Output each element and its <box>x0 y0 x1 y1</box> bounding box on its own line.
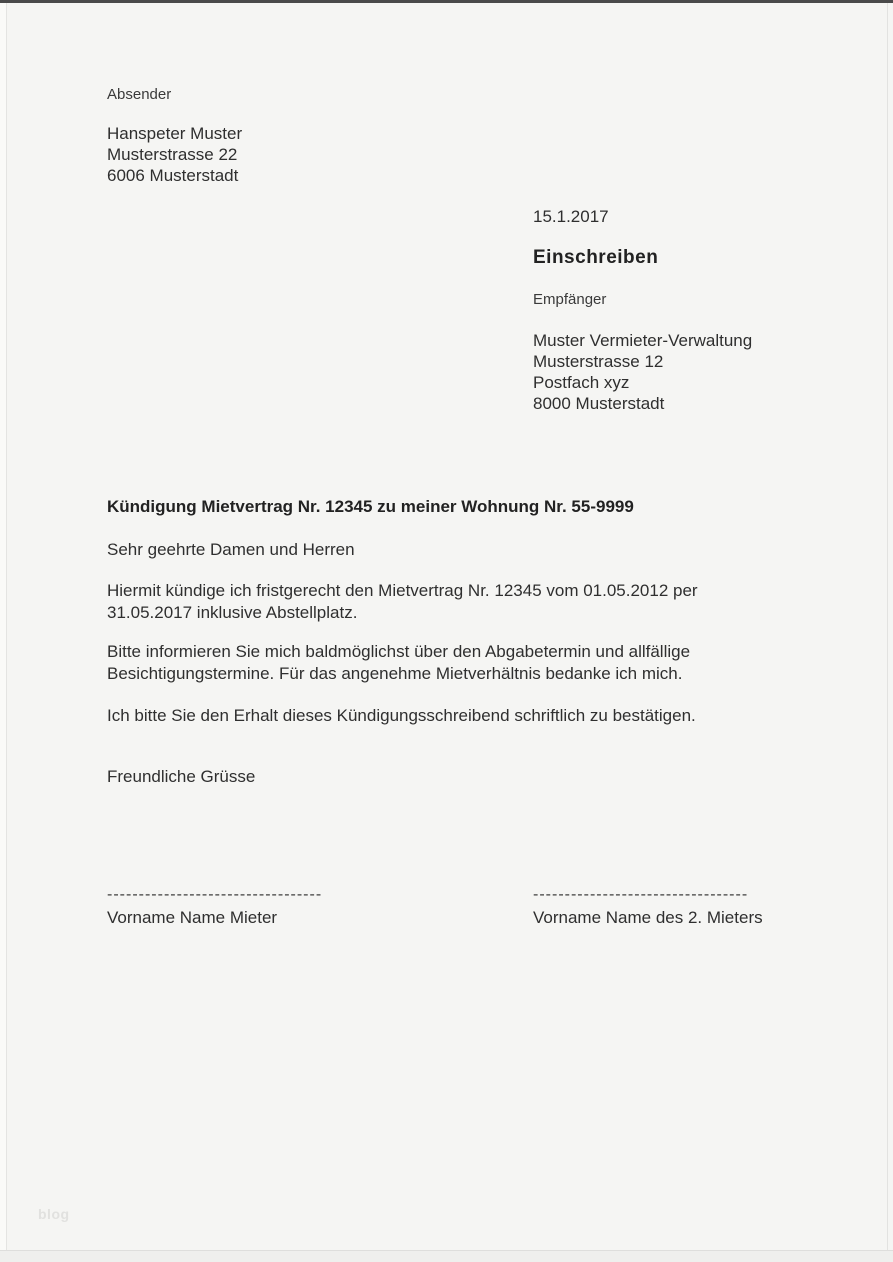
scan-edge-bottom <box>0 1250 893 1262</box>
signature-label-second-tenant: Vorname Name des 2. Mieters <box>533 908 763 927</box>
paragraph-confirmation: Ich bitte Sie den Erhalt dieses Kündigungsschreibend schriftlich zu bestätigen. <box>107 706 696 725</box>
signature-line-second-tenant: ---------------------------------- <box>533 886 749 903</box>
recipient-address-block <box>533 330 752 414</box>
sender-name: Hanspeter Muster <box>107 124 243 143</box>
recipient-name: Muster Vermieter-Verwaltung <box>533 331 753 350</box>
paragraph-termination: Hiermit kündige ich fristgerecht den Mietvertrag Nr. 12345 vom 01.05.2012 per 31.05.2017 inklusive Abstellplatz. <box>107 581 698 622</box>
signature-line-tenant: ---------------------------------- <box>107 886 323 903</box>
scan-edge-top <box>0 0 893 3</box>
signature-block-tenant <box>107 883 322 929</box>
salutation: Sehr geehrte Damen und Herren <box>107 540 355 559</box>
signature-label-tenant: Vorname Name Mieter <box>107 908 278 927</box>
subject-line: Kündigung Mietvertrag Nr. 12345 zu meiner Wohnung Nr. 55-9999 <box>107 497 634 516</box>
recipient-pobox: Postfach xyz <box>533 373 630 392</box>
paragraph-handover: Bitte informieren Sie mich baldmöglichst über den Abgabetermin und allfällige Besichtigungstermine. Für das angenehme Mietverhältnis bedanke ich mich. <box>107 642 691 683</box>
scan-edge-right <box>887 3 888 1250</box>
sender-street: Musterstrasse 22 <box>107 145 238 164</box>
recipient-label: Empfänger <box>533 291 607 308</box>
sender-city: 6006 Musterstadt <box>107 166 239 185</box>
closing: Freundliche Grüsse <box>107 767 256 786</box>
letter-date: 15.1.2017 <box>533 207 609 226</box>
sender-label: Absender <box>107 86 172 103</box>
signature-block-second-tenant <box>533 883 763 929</box>
sender-address-block <box>107 123 242 186</box>
delivery-mode: Einschreiben <box>533 247 659 268</box>
watermark-text: blog <box>38 1206 70 1222</box>
recipient-street: Musterstrasse 12 <box>533 352 664 371</box>
recipient-city: 8000 Musterstadt <box>533 394 665 413</box>
scan-edge-left <box>0 3 7 1250</box>
